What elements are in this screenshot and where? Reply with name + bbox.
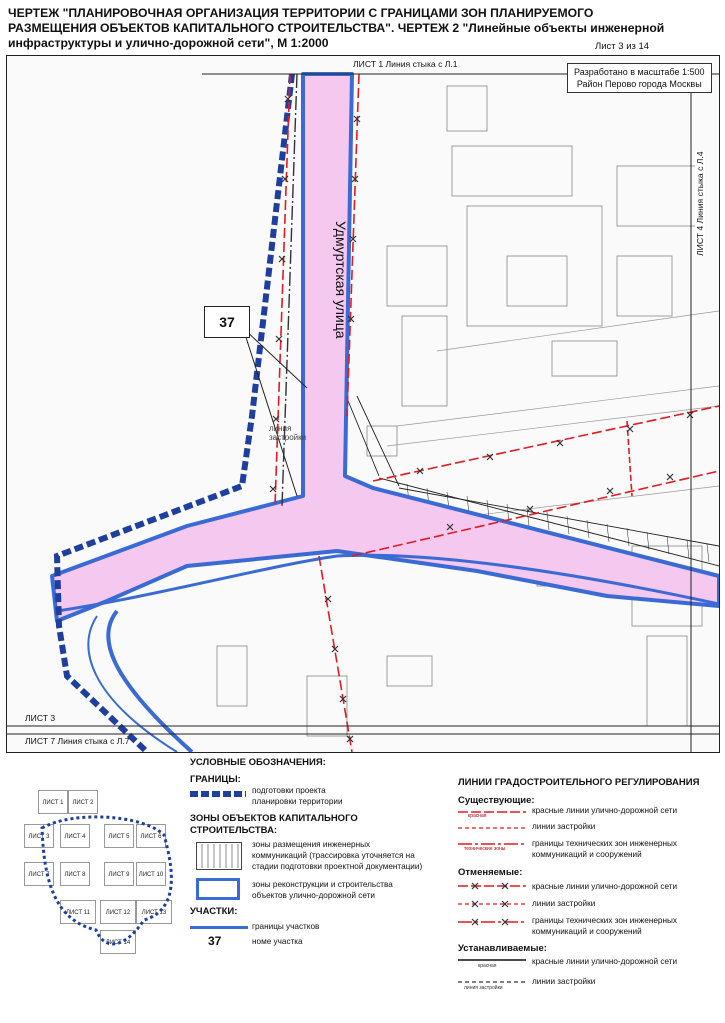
- grid-sheet-9[interactable]: ЛИСТ 9: [104, 862, 134, 886]
- legend-cancel-build: линии застройки: [532, 899, 596, 908]
- map-drawing: [7, 56, 719, 752]
- legend-plot-number-sample: 37: [208, 934, 222, 948]
- plot-number-badge[interactable]: 37: [204, 306, 250, 338]
- legend-zone-eng-1: зоны размещения инженерных: [252, 840, 371, 849]
- legend-road-zone-swatch: [196, 878, 240, 900]
- drawing-title: ЧЕРТЕЖ "ПЛАНИРОВОЧНАЯ ОРГАНИЗАЦИЯ ТЕРРИТОРИИ С ГРАНИЦАМИ ЗОН ПЛАНИРУЕМОГО РАЗМЕЩЕНИЯ ОБЪЕКТОВ КАПИТАЛЬНОГО СТРОИТЕЛЬСТВА". ЧЕРТЕЖ 2 "Линейные объекты инженерной инфраструктуры и улично-дорожной сети", М 1:2000: [8, 6, 665, 50]
- buildings-layer: [217, 86, 702, 736]
- legend-zone-eng-2: коммуникаций (трассировка уточняется на: [252, 851, 415, 860]
- grid-sheet-14[interactable]: ЛИСТ 14: [100, 930, 136, 954]
- grid-sheet-5[interactable]: ЛИСТ 5: [104, 824, 134, 848]
- map-area[interactable]: [6, 55, 720, 753]
- scale-note: [567, 63, 712, 93]
- bottom-sheet-label: ЛИСТ 3: [25, 713, 56, 723]
- legend-set-heading: Устанавливаемые:: [458, 943, 547, 954]
- grid-sheet-6[interactable]: ЛИСТ 6: [136, 824, 166, 848]
- legend-cancel-swatches: [458, 878, 526, 932]
- legend-engineering-zone-swatch: [196, 842, 242, 870]
- scale-text: Разработано в масштабе 1:500: [574, 67, 705, 77]
- grid-sheet-2[interactable]: ЛИСТ 2: [68, 790, 98, 814]
- legend-plots-heading: УЧАСТКИ:: [190, 906, 238, 917]
- grid-sheet-3[interactable]: ЛИСТ 3: [24, 824, 54, 848]
- legend-borders-item-1: подготовки проекта: [252, 786, 326, 795]
- legend-existing-tech-2: коммуникаций и сооружений: [532, 850, 642, 859]
- sheet-index-outline: [24, 790, 184, 960]
- grid-sheet-12[interactable]: ЛИСТ 12: [100, 900, 136, 924]
- grid-sheet-1[interactable]: ЛИСТ 1: [38, 790, 68, 814]
- planning-boundary: [57, 74, 292, 752]
- legend-tiny-build: линия застройки: [464, 985, 503, 991]
- legend-borders-heading: ГРАНИЦЫ:: [190, 774, 241, 785]
- legend-title: УСЛОВНЫЕ ОБОЗНАЧЕНИЯ:: [190, 757, 326, 768]
- sheet-index-grid: [24, 790, 184, 960]
- legend-plot-number-label: номе участка: [252, 937, 303, 946]
- legend-cancel-heading: Отменяемые:: [458, 867, 523, 878]
- sheet-number: Лист 3 из 14: [595, 41, 650, 52]
- legend-plot-border-swatch: [190, 926, 248, 929]
- legend-cancel-red: красные линии улично-дорожной сети: [532, 882, 678, 891]
- legend-zone-road-2: объектов улично-дорожной сети: [252, 891, 375, 900]
- top-joint-label: ЛИСТ 1 Линия стыка с Л.1: [353, 59, 458, 69]
- grid-sheet-10[interactable]: ЛИСТ 10: [136, 862, 166, 886]
- legend-cancel-tech-1: границы технических зон инженерных: [532, 916, 677, 925]
- grid-sheet-4[interactable]: ЛИСТ 4: [60, 824, 90, 848]
- legend-existing-tech-1: границы технических зон инженерных: [532, 839, 677, 848]
- legend-zone-road-1: зоны реконструкции и строительства: [252, 880, 393, 889]
- legend-zone-eng-3: стадии подготовки проектной документации): [252, 862, 423, 871]
- legend-borders-item-2: планировки территории: [252, 797, 343, 806]
- grid-sheet-7[interactable]: ЛИСТ 7: [24, 862, 54, 886]
- legend-planning-border-swatch: [190, 790, 246, 798]
- legend-existing-red: красные линии улично-дорожной сети: [532, 806, 678, 815]
- district-text: Район Перово города Москвы: [576, 79, 702, 89]
- legend-zones-heading-1: ЗОНЫ ОБЪЕКТОВ КАПИТАЛЬНОГО: [190, 813, 358, 824]
- small-map-label-2: застройки: [269, 433, 307, 442]
- grid-sheet-11[interactable]: ЛИСТ 11: [60, 900, 96, 924]
- small-map-label-1: линия: [269, 424, 292, 433]
- legend-set-build: линии застройки: [532, 977, 596, 986]
- legend-set-red: красные линии улично-дорожной сети: [532, 957, 678, 966]
- road-zone: [52, 74, 719, 621]
- legend-existing-heading: Существующие:: [458, 795, 535, 806]
- legend-zones-heading-2: СТРОИТЕЛЬСТВА:: [190, 825, 278, 836]
- right-joint-label: ЛИСТ 4 Линия стыка с Л.4: [695, 151, 705, 256]
- legend-cancel-tech-2: коммуникаций и сооружений: [532, 927, 642, 936]
- bottom-joint-label: ЛИСТ 7 Линия стыка с Л.7: [25, 736, 130, 746]
- legend-reg-heading: ЛИНИИ ГРАДОСТРОИТЕЛЬНОГО РЕГУЛИРОВАНИЯ: [458, 777, 700, 788]
- legend-plot-border: границы участков: [252, 922, 320, 931]
- street-name: Удмуртская улица: [333, 221, 349, 339]
- legend-tiny-red-2: красная: [478, 963, 497, 969]
- grid-sheet-8[interactable]: ЛИСТ 8: [60, 862, 90, 886]
- legend-tiny-red: красная: [468, 813, 487, 819]
- legend-tiny-tech: технические зоны: [464, 846, 506, 852]
- legend-existing-build: линии застройки: [532, 822, 596, 831]
- grid-sheet-13[interactable]: ЛИСТ 13: [136, 900, 172, 924]
